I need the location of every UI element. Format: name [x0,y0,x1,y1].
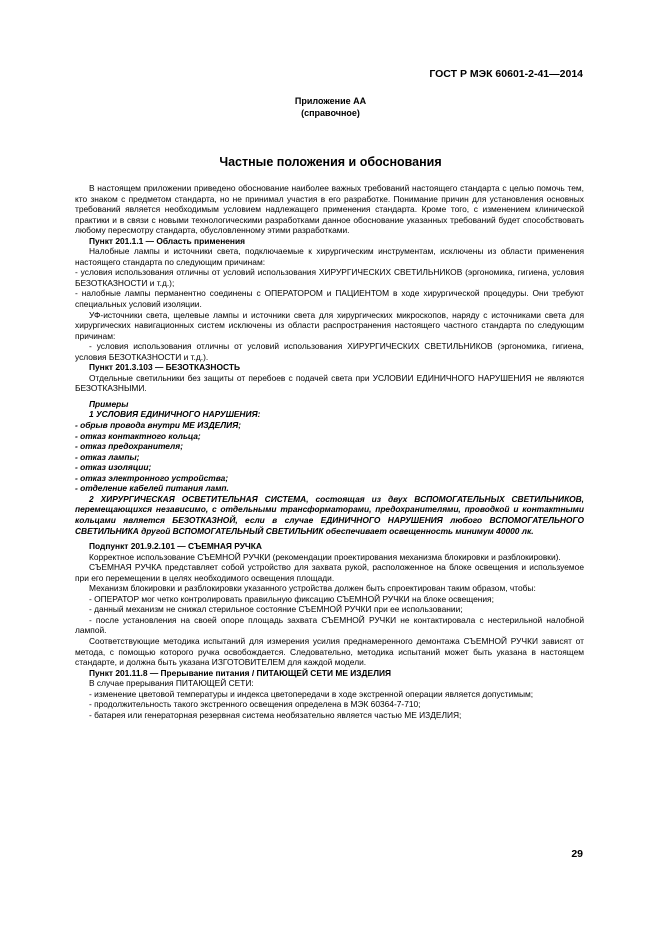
page-number: 29 [571,848,583,860]
appendix-label: Приложение АА [294,96,367,106]
example-item: - отказ предохранителя; [75,441,183,452]
paragraph: Корректное использование СЪЕМНОЙ РУЧКИ (рекомендации проектирования механизма блокировки и разблокировки). [89,551,561,562]
section-title: Частные положения и обоснования [219,155,442,169]
appendix-type: (справочное) [301,108,360,118]
example-item: - обрыв провода внутри МЕ ИЗДЕЛИЯ; [75,420,242,431]
list-item: - после установления на своей опоре площадь захвата СЪЕМНОЙ РУЧКИ не контактировала с нестерильной налобной лампой. [75,614,584,636]
paragraph: Соответствующие методика испытаний для измерения усилия преднамеренного демонтажа СЪЕМНОЙ РУЧКИ зависят от метода, с помощью которого ручка освобождается. Следовательно, методика испытаний может быть указана в настоящем стандарте, и должна быть указана ИЗГОТОВИТЕЛЕМ для каждой модели. [75,635,584,668]
paragraph: В случае прерывания ПИТАЮЩЕЙ СЕТИ: [89,678,254,689]
list-item: - батарея или генераторная резервная система необязательно является частью МЕ ИЗДЕЛИЯ; [89,709,462,720]
example-paragraph: 2 ХИРУРГИЧЕСКАЯ ОСВЕТИТЕЛЬНАЯ СИСТЕМА, состоящая из двух ВСПОМОГАТЕЛЬНЫХ СВЕТИЛЬНИКОВ, перемещающихся независимо, с отдельными трансформаторами, предохранителями, проводкой и контактными кольцами является БЕЗОТКАЗНОЙ, если в случае ЕДИНИЧНОГО НАРУШЕНИЯ любого ВСПОМОГАТЕЛЬНОГО СВЕТИЛЬНИКА другой ВСПОМОГАТЕЛЬНЫЙ СВЕТИЛЬНИК обеспечивает освещенность минимум 40000 лк. [75,493,584,536]
appendix-heading [0,95,661,119]
list-item: - продолжительность такого экстренного освещения определена в МЭК 60364-7-710; [89,699,421,710]
clause-heading: Подпункт 201.9.2.101 — СЪЕМНАЯ РУЧКА [89,541,262,552]
example-item: - отказ контактного кольца; [75,430,201,441]
example-title: 1 УСЛОВИЯ ЕДИНИЧНОГО НАРУШЕНИЯ: [89,409,261,420]
example-item: - отказ изоляции; [75,462,152,473]
example-item: - отказ лампы; [75,451,140,462]
example-item: - отказ электронного устройства; [75,472,229,483]
document-body [75,183,584,720]
list-item: - данный механизм не снижал стерильное состояние СЪЕМНОЙ РУЧКИ при ее использовании; [89,604,463,615]
list-item: - изменение цветовой температуры и индекса цветопередачи в ходе экстренной операции является допустимым; [89,688,534,699]
list-item: - условия использования отличны от условий использования ХИРУРГИЧЕСКИХ СВЕТИЛЬНИКОВ (эргономика, гигиена, условия БЕЗОТКАЗНОСТИ и т.д.). [75,341,584,362]
paragraph: УФ-источники света, щелевые лампы и источники света для хирургических микроскопов, наряду с источниками света для хирургических навигационных систем исключены из области распространения настоящего частного стандарта по следующим причинам: [75,309,584,341]
clause-heading: Пункт 201.3.103 — БЕЗОТКАЗНОСТЬ [89,362,240,373]
list-item: - налобные лампы перманентно соединены с ОПЕРАТОРОМ и ПАЦИЕНТОМ в ходе хирургической процедуры. Они требуют специальных условий изоляции. [75,288,584,310]
paragraph: Налобные лампы и источники света, подключаемые к хирургическим инструментам, исключены из области применения настоящего стандарта по следующим причинам: [75,246,584,267]
paragraph: Отдельные светильники без защиты от перебоев с подачей света при УСЛОВИИ ЕДИНИЧНОГО НАРУШЕНИЯ не являются БЕЗОТКАЗНЫМИ. [75,372,584,394]
list-item: - ОПЕРАТОР мог четко контролировать правильную фиксацию СЪЕМНОЙ РУЧКИ на блоке освещения; [89,593,494,604]
examples-heading: Примеры [89,398,129,409]
example-item: - отделение кабелей питания ламп. [75,483,229,494]
paragraph: СЪЕМНАЯ РУЧКА представляет собой устройство для захвата рукой, расположенное на блоке освещения и используемое при его перемещении в целях необходимого освещения площади. [75,562,584,583]
clause-heading: Пункт 201.1.1 — Область применения [89,235,246,246]
list-item: - условия использования отличны от условий использования ХИРУРГИЧЕСКИХ СВЕТИЛЬНИКОВ (эргономика, гигиена, условия БЕЗОТКАЗНОСТИ и т.д.); [75,267,584,288]
document-code: ГОСТ Р МЭК 60601-2-41—2014 [429,68,583,80]
intro-paragraph: В настоящем приложении приведено обоснование наиболее важных требований настоящего стандарта с целью помочь тем, кто знаком с предметом стандарта, но не принимал участия в его разработке. Понимание причин для установления основных требований является необходимым условием надлежащего применения стандарта. Кроме того, с изменением клинической практики и в связи с новыми технологическими разработками данное обоснование указанных требований будет способствовать любому пересмотру стандарта, обусловленному этими разработками. [75,183,584,236]
paragraph: Механизм блокировки и разблокировки указанного устройства должен быть спроектирован таким образом, чтобы: [89,583,536,594]
clause-heading: Пункт 201.11.8 — Прерывание питания / ПИТАЮЩЕЙ СЕТИ МЕ ИЗДЕЛИЯ [89,667,392,678]
